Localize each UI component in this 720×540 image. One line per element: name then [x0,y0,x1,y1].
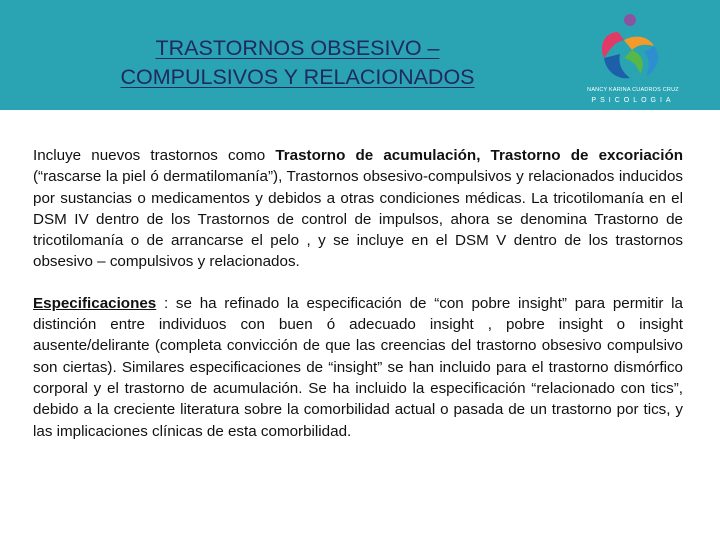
title-line-2: COMPULSIVOS Y RELACIONADOS [120,65,475,89]
paragraph-text: Incluye nuevos trastornos como [33,147,276,164]
paragraph-text: (“rascarse la piel ó dermatilomanía”), Trastornos obsesivo-compulsivos y relacionados inducidos por sustancias o medicamentos y debidos a otras condiciones médicas. La tricotilomanía en el DSM IV dentro de los Trastornos de control de impulsos, ahora se denomina Trastorno de tricotilomanía o de arrancarse el pelo , y se incluye en el DSM V dentro de los trastornos obsesivo – compulsivos y relacionados. [33,168,683,271]
title-line-1: TRASTORNOS OBSESIVO – [155,36,440,60]
paragraph-specifications [33,293,683,442]
logo-subtitle: PSICOLOGIA [591,97,675,104]
slide-title [20,34,575,92]
slide-body [33,145,683,442]
specifications-label: Especificaciones [33,294,157,312]
header-banner [0,0,720,110]
paragraph-text: : se ha refinado la especificación de “con pobre insight” para permitir la distinción entre individuos con buen ó adecuado insight , pobre insight o insight ausente/delirante (completa convicción de que las creencias del trastorno obsesivo compulsivo son ciertas). Similares especificaciones de “insight” se han incluido para el trastorno dismórfico corporal y el trastorno de acumulación. Se ha incluido la especificación “relacionado con tics”, debido a la creciente literatura sobre la comorbilidad actual o pasada de un trastorno por tics, y las implicaciones clínicas de esta comorbilidad. [33,294,683,440]
logo-emblem-icon [588,10,678,86]
paragraph-new-disorders [33,145,683,273]
highlighted-disorders: Trastorno de acumulación, Trastorno de excoriación [275,147,683,164]
logo-name: NANCY KARINA CUADROS CRUZ [587,87,679,93]
psychology-logo [578,8,698,106]
